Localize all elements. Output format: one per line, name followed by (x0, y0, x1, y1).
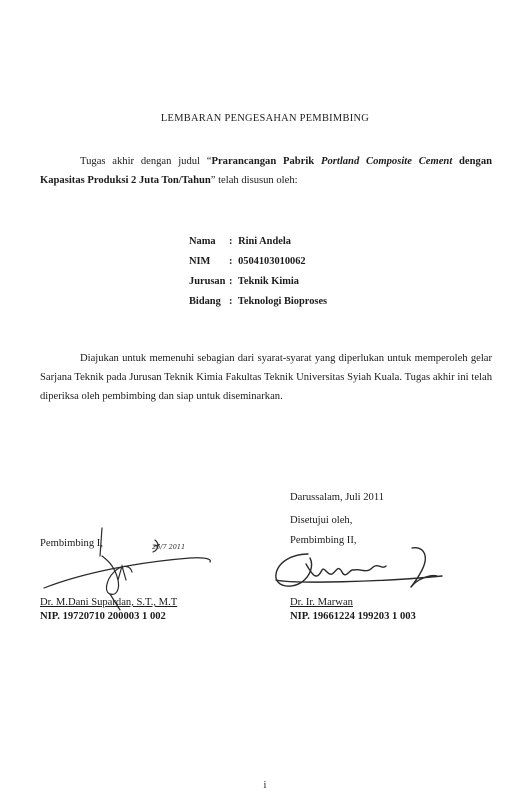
supervisor1-role: Pembimbing I, (40, 538, 103, 549)
identity-row-bidang: Bidang : Teknologi Bioproses (189, 292, 327, 312)
identity-label: Jurusan (189, 276, 226, 287)
intro-lead: Tugas akhir dengan judul “ (80, 156, 212, 167)
identity-value: Rini Andela (238, 236, 291, 247)
supervisor2-nip: NIP. 19661224 199203 1 003 (290, 611, 416, 622)
supervisor1-name: Dr. M.Dani Supardan, S.T., M.T (40, 597, 178, 608)
identity-row-jurusan: Jurusan : Teknik Kimia (189, 272, 327, 292)
thesis-title-part-b: Portland Composite Cement (320, 156, 453, 167)
identity-value: 0504103010062 (238, 256, 306, 267)
identity-row-nim: NIM : 0504103010062 (189, 252, 327, 272)
identity-label: Bidang (189, 296, 221, 307)
page-number: i (263, 780, 267, 791)
identity-value: Teknik Kimia (237, 276, 300, 287)
thesis-title-part-c: dengan Kapasitas Produksi 2 Juta Ton/Tahun (40, 156, 493, 186)
supervisor1-handwritten-date: 26/7 2011 (152, 543, 186, 551)
approved-by-label: Disetujui oleh, (290, 515, 353, 526)
student-identity (189, 232, 327, 312)
identity-label: NIM (189, 256, 211, 267)
thesis-title-part-a: Prarancangan Pabrik (211, 156, 321, 167)
intro-tail: ” telah disusun oleh: (210, 175, 298, 186)
identity-row-name: Nama : Rini Andela (189, 232, 327, 252)
place-date: Darussalam, Juli 2011 (290, 492, 385, 503)
intro-paragraph (40, 152, 492, 190)
supervisor2-name: Dr. Ir. Marwan (290, 597, 353, 608)
identity-label: Nama (189, 236, 216, 247)
page-title: LEMBARAN PENGESAHAN PEMBIMBING (160, 113, 370, 124)
identity-value: Teknologi Bioproses (237, 296, 328, 307)
supervisor2-role: Pembimbing II, (290, 535, 357, 546)
purpose-paragraph: Diajukan untuk memenuhi sebagian dari syarat-syarat yang diperlukan untuk memperoleh gelar Sarjana Teknik pada Jurusan Teknik Kimia Fakultas Teknik Universitas Syiah Kuala. Tugas akhir ini telah diperiksa oleh pembimbing dan siap untuk diseminarkan. (40, 353, 492, 402)
supervisor1-nip: NIP. 19720710 200003 1 002 (40, 611, 166, 622)
